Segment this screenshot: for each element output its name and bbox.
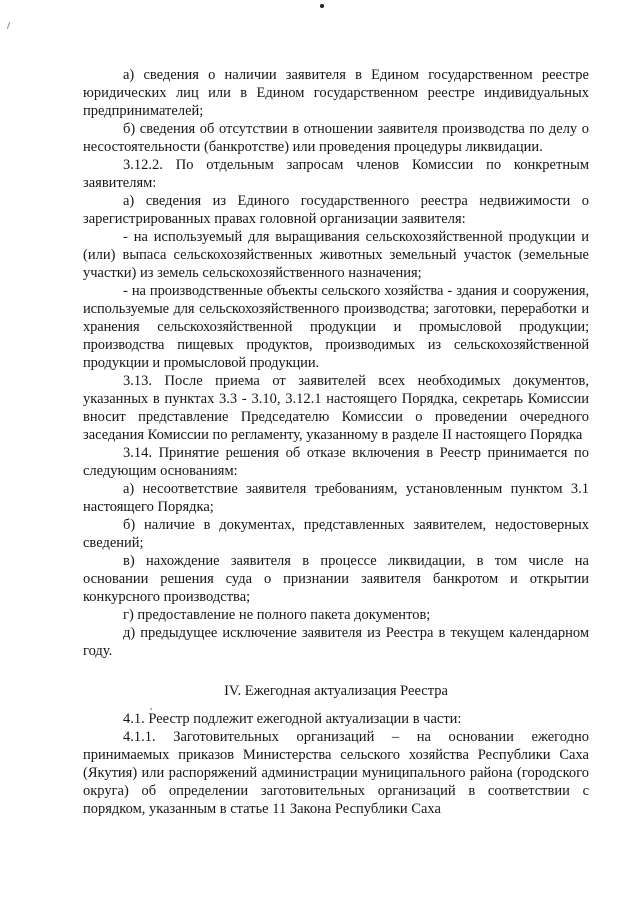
paragraph-reason-v: в) нахождение заявителя в процессе ликвидации, в том числе на основании решения суда о признании заявителя банкротом и открытии конкурсного производства; bbox=[83, 553, 589, 605]
paragraph-dash-land: - на используемый для выращивания сельскохозяйственной продукции и (или) выпаса сельскохозяйственных животных земельный участок (земельные участки) из земель сельскохозяйственного назначения; bbox=[83, 229, 589, 281]
paragraph-reason-b: б) наличие в документах, представленных заявителем, недостоверных сведений; bbox=[83, 517, 589, 551]
paragraph-item-a-egrn: а) сведения из Единого государственного реестра недвижимости о зарегистрированных правах головной организации заявителя: bbox=[83, 193, 589, 227]
paragraph-item-b-bankruptcy: б) сведения об отсутствии в отношении заявителя производства по делу о несостоятельности (банкротстве) или проведения процедуры ликвидации. bbox=[83, 121, 589, 155]
paragraph-4-1: 4.1. Реестр подлежит ежегодной актуализации в части: bbox=[123, 711, 462, 727]
document-body bbox=[83, 66, 589, 818]
paragraph-reason-g: г) предоставление не полного пакета документов; bbox=[123, 607, 431, 623]
paragraph-reason-a: а) несоответствие заявителя требованиям, установленным пунктом 3.1 настоящего Порядка; bbox=[83, 481, 589, 515]
paragraph-3-14: 3.14. Принятие решения об отказе включения в Реестр принимается по следующим основаниям: bbox=[83, 445, 589, 479]
paragraph-dash-objects: - на производственные объекты сельского хозяйства - здания и сооружения, используемые для сельскохозяйственного производства; заготовки, переработки и хранения сельскохозяйственной продукции и промысловой продукции; производства пищевых продуктов, производимых из сельскохозяйственной продукции и промысловой продукции. bbox=[83, 283, 589, 371]
scan-artifact bbox=[7, 22, 10, 29]
paragraph-item-a-egrul: а) сведения о наличии заявителя в Едином государственном реестре юридических лиц или в Едином государственном реестре индивидуальных предпринимателей; bbox=[83, 67, 589, 119]
page-mark bbox=[320, 4, 324, 8]
section-heading: IV. Ежегодная актуализация Реестра bbox=[224, 683, 448, 699]
paragraph-3-13: 3.13. После приема от заявителей всех необходимых документов, указанных в пунктах 3.3 - 3.10, 3.12.1 настоящего Порядка, секретарь Комиссии вносит представление Председателю Комиссии о проведении очередного заседания Комиссии по регламенту, указанному в разделе II настоящего Порядка bbox=[83, 373, 589, 443]
paragraph-4-1-1: 4.1.1. Заготовительных организаций – на основании ежегодно принимаемых приказов Министерства сельского хозяйства Республики Саха (Якутия) или распоряжений администрации муниципального района (городского округа) об определении заготовительных организаций в соответствии с порядком, указанным в статье 11 Закона Республики Саха bbox=[83, 729, 589, 817]
paragraph-3-12-2: 3.12.2. По отдельным запросам членов Комиссии по конкретным заявителям: bbox=[83, 157, 589, 191]
paragraph-reason-d: д) предыдущее исключение заявителя из Реестра в текущем календарном году. bbox=[83, 625, 589, 659]
